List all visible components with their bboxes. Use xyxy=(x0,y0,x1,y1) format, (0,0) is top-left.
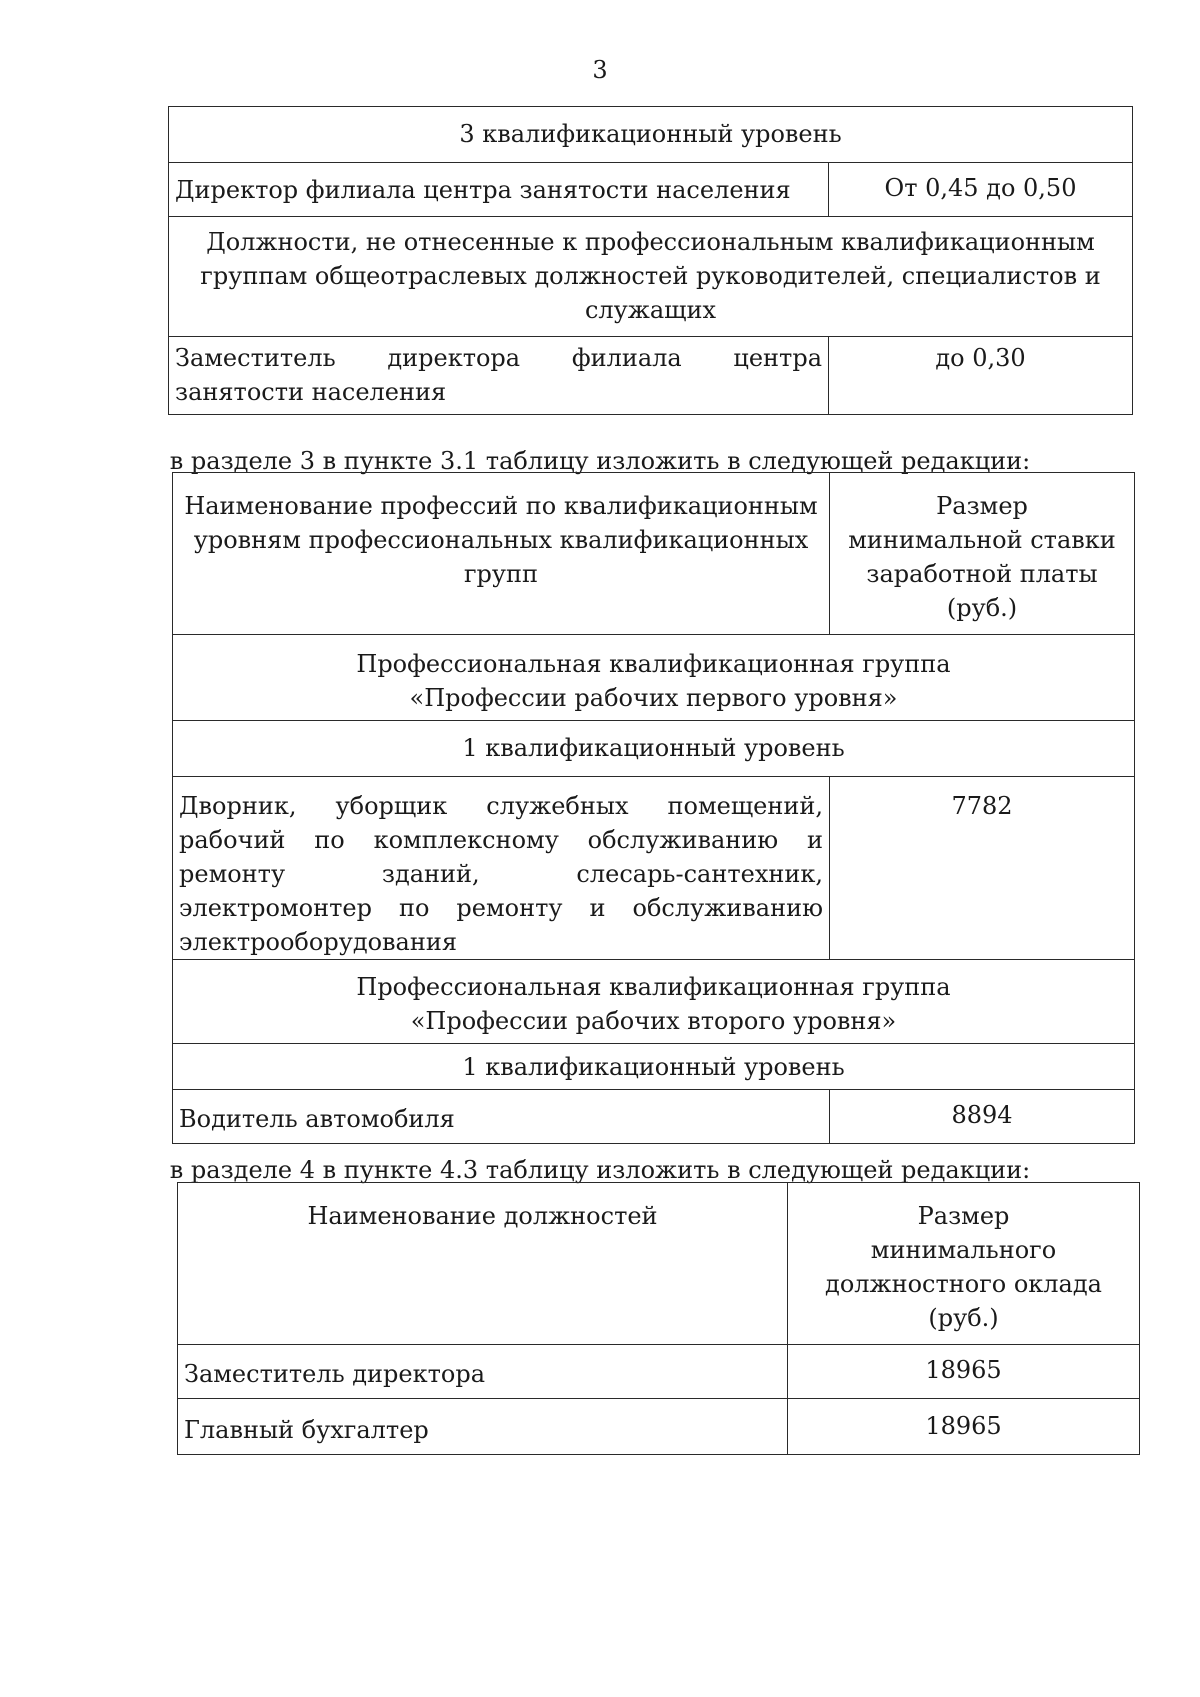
qualification-level-header: 1 квалификационный уровень xyxy=(173,1044,1135,1090)
table-row xyxy=(173,1044,1135,1090)
rate-cell: 7782 xyxy=(830,777,1135,960)
table-row xyxy=(173,1090,1135,1144)
position-name-cell: Главный бухгалтер xyxy=(178,1399,788,1455)
table-header-row xyxy=(173,473,1135,635)
rate-cell: 8894 xyxy=(830,1090,1135,1144)
profession-name-cell: Водитель автомобиля xyxy=(173,1090,830,1144)
position-name-cell: Заместитель директора филиала центра занятости населения xyxy=(169,337,829,415)
qualification-level-header: 3 квалификационный уровень xyxy=(169,107,1133,163)
coefficient-cell: От 0,45 до 0,50 xyxy=(829,163,1133,217)
column-header-position: Наименование должностей xyxy=(178,1183,788,1345)
column-header-profession: Наименование профессий по квалификационным уровням профессиональных квалификационных групп xyxy=(173,473,830,635)
table-row xyxy=(178,1399,1140,1455)
profession-name-cell: Дворник, уборщик служебных помещений, рабочий по комплексному обслуживанию и ремонту зданий, слесарь-сантехник, электромонтер по ремонту и обслуживанию электрооборудования xyxy=(173,777,830,960)
table-row xyxy=(169,337,1133,415)
coefficient-cell: до 0,30 xyxy=(829,337,1133,415)
position-name-cell: Заместитель директора xyxy=(178,1345,788,1399)
positions-coefficient-table xyxy=(168,106,1133,415)
position-name-cell: Директор филиала центра занятости населения xyxy=(169,163,829,217)
table-row xyxy=(173,777,1135,960)
table-row xyxy=(169,217,1133,337)
positions-salary-table xyxy=(177,1182,1140,1455)
intro-paragraph-section-4: в разделе 4 в пункте 4.3 таблицу изложить в следующей редакции: xyxy=(169,1156,1031,1184)
column-header-rate: Размер минимальной ставки заработной платы (руб.) xyxy=(830,473,1135,635)
table-row xyxy=(173,960,1135,1044)
table-row xyxy=(173,635,1135,721)
table-header-row xyxy=(178,1183,1140,1345)
intro-paragraph-section-3: в разделе 3 в пункте 3.1 таблицу изложить в следующей редакции: xyxy=(169,447,1031,475)
table-row xyxy=(178,1345,1140,1399)
group-header-cell: Должности, не отнесенные к профессиональным квалификационным группам общеотраслевых должностей руководителей, специалистов и служащих xyxy=(169,217,1133,337)
professions-rate-table xyxy=(172,472,1135,1144)
page-number: 3 xyxy=(592,56,608,84)
table-row xyxy=(169,107,1133,163)
group-header-cell: Профессиональная квалификационная группа «Профессии рабочих первого уровня» xyxy=(173,635,1135,721)
table-row xyxy=(173,721,1135,777)
table-row xyxy=(169,163,1133,217)
column-header-salary: Размер минимального должностного оклада (руб.) xyxy=(788,1183,1140,1345)
group-header-cell: Профессиональная квалификационная группа «Профессии рабочих второго уровня» xyxy=(173,960,1135,1044)
salary-cell: 18965 xyxy=(788,1399,1140,1455)
qualification-level-header: 1 квалификационный уровень xyxy=(173,721,1135,777)
salary-cell: 18965 xyxy=(788,1345,1140,1399)
